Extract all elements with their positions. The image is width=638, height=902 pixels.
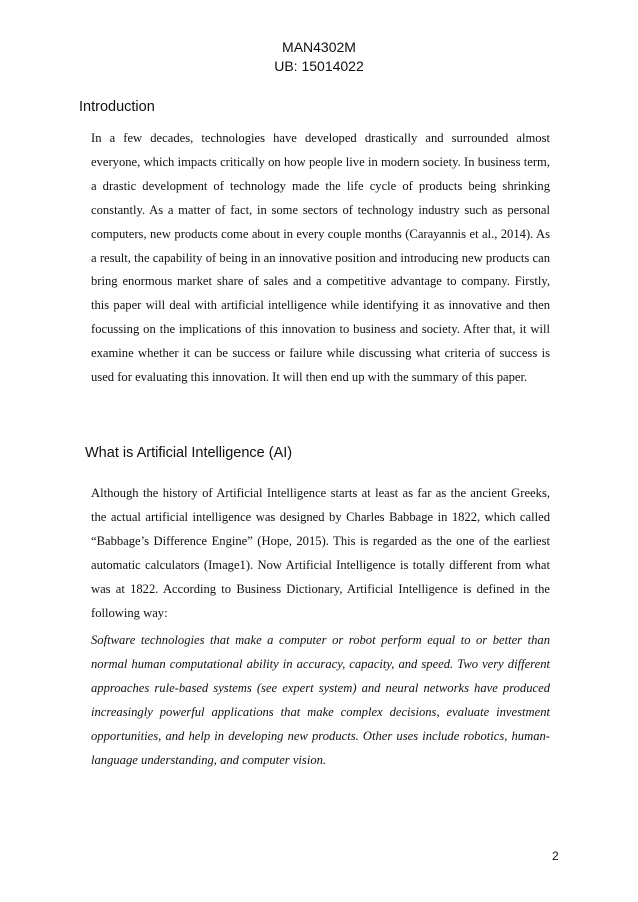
ai-definition-quote: Software technologies that make a computer or robot perform equal to or better than normal human computational ability in accuracy, capacity, and speed. Two very different approaches rule-based systems (see expert system) and neural networks have produced increasingly powerful applications that make complex decisions, evaluate investment opportunities, and help in developing new products. Other uses include robotics, human-language understanding, and computer vision. (91, 633, 550, 767)
ai-history-paragraph: Although the history of Artificial Intelligence starts at least as far as the ancient Greeks, the actual artificial intelligence was designed by Charles Babbage in 1822, which called “Babbage’s Difference Engine” (Hope, 2015). This is regarded as the one of the earliest automatic calculators (Image1). Now Artificial Intelligence is totally different from what was at 1822. According to Business Dictionary, Artificial Intelligence is defined in the following way: (91, 486, 550, 620)
page-header (0, 38, 638, 76)
introduction-heading: Introduction (79, 99, 155, 115)
page-number: 2 (552, 849, 559, 863)
course-code: MAN4302M (282, 39, 356, 55)
ub-number: UB: 15014022 (274, 58, 364, 74)
introduction-paragraph: In a few decades, technologies have developed drastically and surrounded almost everyone, which impacts critically on how people live in modern society. In business term, a drastic development of technology made the life cycle of products being shrinking constantly. As a matter of fact, in some sectors of technology industry such as personal computers, new products come about in every couple months (Carayannis et al., 2014). As a result, the capability of being in an innovative position and introducing new products can bring enormous market share of sales and a competitive advantage to company. Firstly, this paper will deal with artificial intelligence while identifying it as innovative and then focussing on the implications of this innovation to business and society. After that, it will examine whether it can be success or failure while discussing what criteria of success is used for evaluating this innovation. It will then end up with the summary of this paper. (91, 131, 550, 385)
ai-section-heading: What is Artificial Intelligence (AI) (85, 445, 293, 461)
